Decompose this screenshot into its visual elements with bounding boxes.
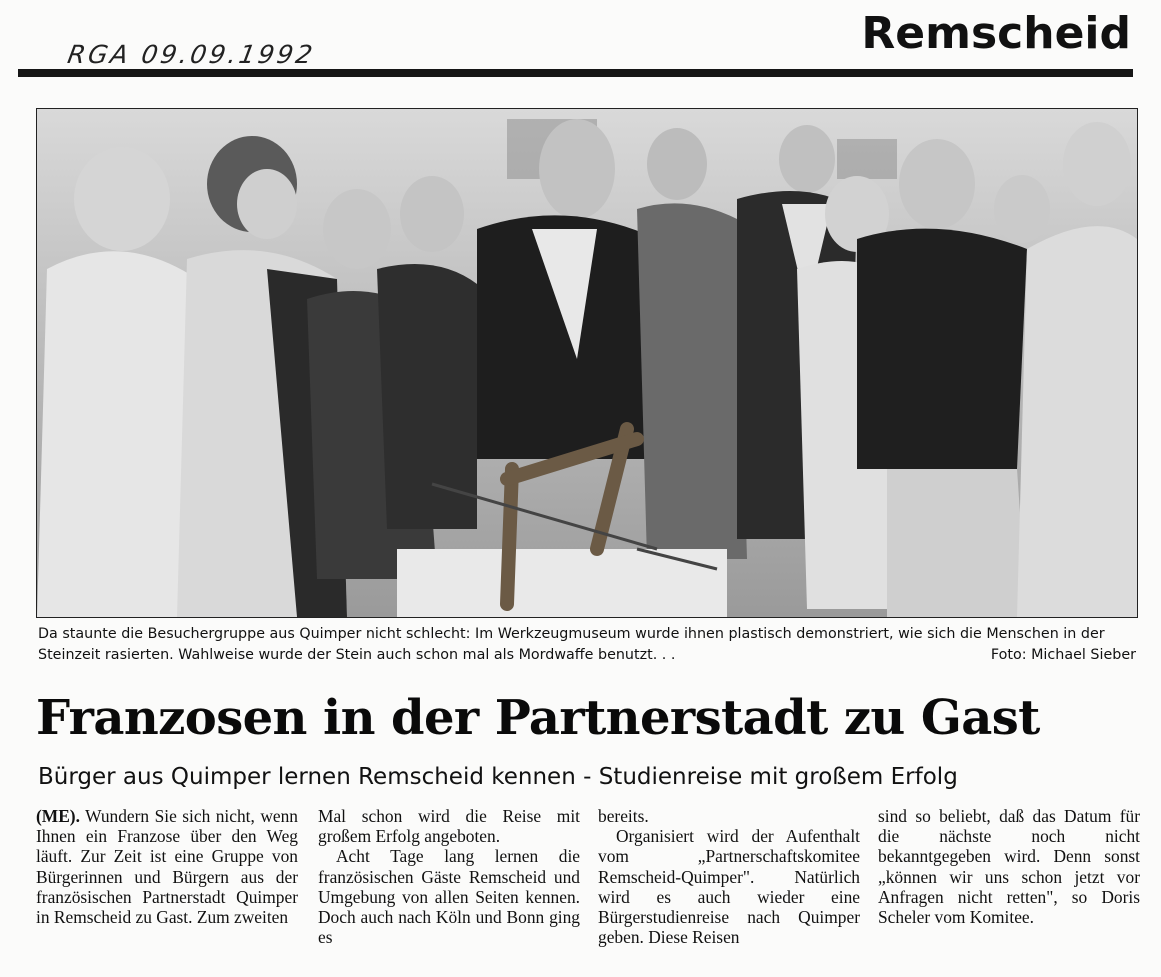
article-column-2 [318, 806, 580, 947]
article-column-4 [878, 806, 1140, 927]
column-2-paragraph-2: Acht Tage lang lernen die französischen Gäste Remscheid und Umgebung von allen Seiten kennen. Doch auch nach Köln und Bonn ging es [318, 846, 580, 948]
column-4-text: sind so beliebt, daß das Datum für die nächste noch nicht bekanntgegeben wird. Denn sonst „können wir uns schon jetzt vor Anfragen nicht retten", so Doris Scheler vom Komitee. [878, 806, 1140, 928]
header-rule [18, 69, 1133, 77]
article-dateline: (ME). [36, 806, 80, 826]
article-column-3 [598, 806, 860, 947]
column-3-paragraph-2: Organisiert wird der Aufenthalt vom „Partnerschaftskomitee Remscheid-Quimper". Natürlich wird es auch wieder eine Bürgerstudienreise nach Quimper geben. Diese Reisen [598, 826, 860, 948]
article-column-1 [36, 806, 298, 927]
article-subheadline: Bürger aus Quimper lernen Remscheid kennen - Studienreise mit großem Erfolg [38, 764, 958, 790]
caption-text: Da staunte die Besuchergruppe aus Quimper nicht schlecht: Im Werkzeugmuseum wurde ihnen plastisch demonstriert, wie sich die Menschen in der Steinzeit rasierten. Wahlweise wurde der Stein auch schon mal als Mordwaffe benutzt. . . [38, 626, 1105, 663]
column-1-text: Wundern Sie sich nicht, wenn Ihnen ein Franzose über den Weg läuft. Zur Zeit ist eine Gruppe von Bürgerinnen und Bürgern aus der französischen Partnerstadt Quimper in Remscheid zu Gast. Zum zweiten [36, 806, 298, 928]
handwritten-date-note: RGA 09.09.1992 [65, 40, 318, 69]
article-body [36, 806, 1140, 966]
section-title: Remscheid [861, 8, 1131, 59]
column-3-paragraph-1: bereits. [598, 806, 649, 826]
photo-credit: Foto: Michael Sieber [990, 647, 1136, 663]
group-photo [36, 108, 1138, 618]
photo-caption [38, 624, 1138, 666]
article-headline: Franzosen in der Partnerstadt zu Gast [36, 690, 1040, 746]
group-photo-illustration [37, 109, 1137, 617]
column-2-paragraph-1: Mal schon wird die Reise mit großem Erfolg angeboten. [318, 806, 580, 847]
